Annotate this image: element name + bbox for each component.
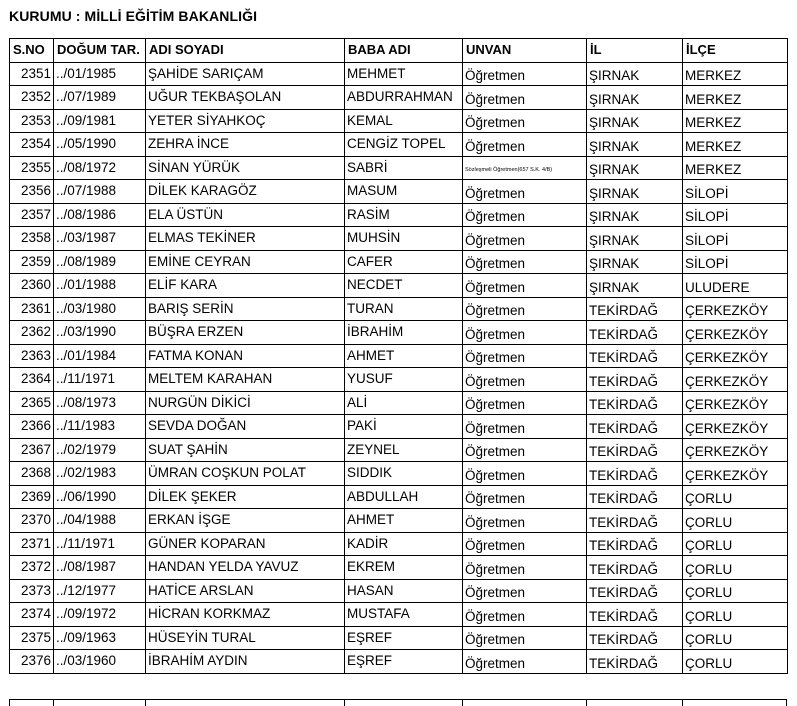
cell-birth-date: ../02/1983	[54, 462, 146, 486]
cell-city: TEKİRDAĞ	[587, 603, 683, 627]
cell-father-name: ABDURRAHMAN	[345, 86, 463, 110]
cell-district: MERKEZ	[683, 109, 788, 133]
document-heading: KURUMU : MİLLİ EĞİTİM BAKANLIĞI	[9, 8, 258, 24]
cell-title: Öğretmen	[463, 391, 587, 415]
cell-full-name: FATMA KONAN	[146, 344, 345, 368]
table-row	[10, 556, 788, 580]
cell-sno: 2356	[10, 180, 54, 204]
cell-district: ÇORLU	[683, 603, 788, 627]
cell-father-name: CENGİZ TOPEL	[345, 133, 463, 157]
table-row	[10, 62, 788, 86]
cell-father-name: MUSTAFA	[345, 603, 463, 627]
cell-birth-date: ../02/1979	[54, 438, 146, 462]
cell-father-name: SABRİ	[345, 156, 463, 180]
cell-title: Öğretmen	[463, 86, 587, 110]
cell-sno: 2367	[10, 438, 54, 462]
cell-city: TEKİRDAĞ	[587, 556, 683, 580]
cell-full-name: GÜNER KOPARAN	[146, 532, 345, 556]
cell-birth-date: ../05/1990	[54, 133, 146, 157]
cell-title: Öğretmen	[463, 368, 587, 392]
cell-father-name: ZEYNEL	[345, 438, 463, 462]
cell-city: TEKİRDAĞ	[587, 485, 683, 509]
cell-birth-date: ../01/1985	[54, 62, 146, 86]
cell-title: Sözleşmeli Öğretmen(657 S.K. 4/B)	[463, 156, 587, 180]
cell-sno: 2374	[10, 603, 54, 627]
cell-district: ÇORLU	[683, 532, 788, 556]
cell-city: TEKİRDAĞ	[587, 626, 683, 650]
cell-birth-date: ../08/1987	[54, 556, 146, 580]
cell-father-name: EŞREF	[345, 626, 463, 650]
table-row	[10, 462, 788, 486]
cell-city: TEKİRDAĞ	[587, 532, 683, 556]
cell-sno: 2351	[10, 62, 54, 86]
cell-full-name: HİCRAN KORKMAZ	[146, 603, 345, 627]
cell-city: ŞIRNAK	[587, 109, 683, 133]
cell-full-name: HÜSEYİN TURAL	[146, 626, 345, 650]
cell-full-name: ELİF KARA	[146, 274, 345, 298]
cell-district: SİLOPİ	[683, 250, 788, 274]
cell-district: MERKEZ	[683, 156, 788, 180]
cell-title: Öğretmen	[463, 509, 587, 533]
cell-full-name: İBRAHİM AYDIN	[146, 650, 345, 674]
cell-sno: 2362	[10, 321, 54, 345]
cell-city: TEKİRDAĞ	[587, 579, 683, 603]
table-row	[10, 86, 788, 110]
cell-father-name: ALİ	[345, 391, 463, 415]
cell-full-name: EMİNE CEYRAN	[146, 250, 345, 274]
table-row	[10, 156, 788, 180]
cell-city: TEKİRDAĞ	[587, 297, 683, 321]
cell-full-name: NURGÜN DİKİCİ	[146, 391, 345, 415]
cell-full-name: BARIŞ SERİN	[146, 297, 345, 321]
cell-district: ÇERKEZKÖY	[683, 462, 788, 486]
table-row	[10, 391, 788, 415]
cell-district: ÇORLU	[683, 509, 788, 533]
cell-birth-date: ../06/1990	[54, 485, 146, 509]
cell-father-name: İBRAHİM	[345, 321, 463, 345]
cell-sno: 2366	[10, 415, 54, 439]
cell-sno: 2368	[10, 462, 54, 486]
cell-district: ÇERKEZKÖY	[683, 344, 788, 368]
column-header-sno: S.NO	[10, 39, 54, 63]
cell-sno: 2354	[10, 133, 54, 157]
cell-title: Öğretmen	[463, 532, 587, 556]
cell-full-name: MELTEM KARAHAN	[146, 368, 345, 392]
table-row	[10, 650, 788, 674]
cell-title: Öğretmen	[463, 62, 587, 86]
cell-father-name: PAKİ	[345, 415, 463, 439]
cell-father-name: ABDULLAH	[345, 485, 463, 509]
cell-city: TEKİRDAĞ	[587, 650, 683, 674]
table-row	[10, 274, 788, 298]
table-row	[10, 579, 788, 603]
cell-title: Öğretmen	[463, 556, 587, 580]
cell-full-name: ELMAS TEKİNER	[146, 227, 345, 251]
table-row	[10, 321, 788, 345]
cell-title: Öğretmen	[463, 579, 587, 603]
table-row	[10, 133, 788, 157]
cell-birth-date: ../07/1988	[54, 180, 146, 204]
cell-father-name: TURAN	[345, 297, 463, 321]
cell-title: Öğretmen	[463, 109, 587, 133]
cell-full-name: HANDAN YELDA YAVUZ	[146, 556, 345, 580]
cell-district: ÇORLU	[683, 650, 788, 674]
cell-full-name: SEVDA DOĞAN	[146, 415, 345, 439]
cell-title: Öğretmen	[463, 626, 587, 650]
column-header-district: İLÇE	[683, 39, 788, 63]
cell-sno: 2361	[10, 297, 54, 321]
cell-city: ŞIRNAK	[587, 86, 683, 110]
column-header-title: UNVAN	[463, 39, 587, 63]
cell-district: MERKEZ	[683, 86, 788, 110]
cell-father-name: RASİM	[345, 203, 463, 227]
cell-full-name: ÜMRAN COŞKUN POLAT	[146, 462, 345, 486]
cell-birth-date: ../08/1989	[54, 250, 146, 274]
cell-birth-date: ../09/1981	[54, 109, 146, 133]
column-header-father-name: BABA ADI	[345, 39, 463, 63]
cell-sno: 2371	[10, 532, 54, 556]
cell-full-name: ERKAN İŞGE	[146, 509, 345, 533]
cell-title: Öğretmen	[463, 250, 587, 274]
cell-district: ÇERKEZKÖY	[683, 368, 788, 392]
cell-birth-date: ../12/1977	[54, 579, 146, 603]
header-row	[10, 39, 788, 63]
table-row	[10, 438, 788, 462]
table-row	[10, 203, 788, 227]
cell-city: TEKİRDAĞ	[587, 462, 683, 486]
cell-district: ÇORLU	[683, 579, 788, 603]
cell-birth-date: ../01/1984	[54, 344, 146, 368]
cell-district: SİLOPİ	[683, 203, 788, 227]
cell-full-name: DİLEK ŞEKER	[146, 485, 345, 509]
cell-full-name: UĞUR TEKBAŞOLAN	[146, 86, 345, 110]
cell-title: Öğretmen	[463, 603, 587, 627]
cell-district: ÇERKEZKÖY	[683, 391, 788, 415]
table-row	[10, 509, 788, 533]
cell-city: ŞIRNAK	[587, 62, 683, 86]
table-row	[10, 603, 788, 627]
cell-title: Öğretmen	[463, 321, 587, 345]
cell-father-name: AHMET	[345, 344, 463, 368]
cell-district: ÇERKEZKÖY	[683, 415, 788, 439]
cell-title: Öğretmen	[463, 180, 587, 204]
cell-district: ÇERKEZKÖY	[683, 438, 788, 462]
cell-title: Öğretmen	[463, 297, 587, 321]
cell-district: SİLOPİ	[683, 180, 788, 204]
table-row	[10, 227, 788, 251]
column-header-city: İL	[587, 39, 683, 63]
cell-father-name: AHMET	[345, 509, 463, 533]
column-header-birth-date: DOĞUM TAR.	[54, 39, 146, 63]
cell-city: TEKİRDAĞ	[587, 368, 683, 392]
cell-city: TEKİRDAĞ	[587, 415, 683, 439]
cell-birth-date: ../09/1972	[54, 603, 146, 627]
cell-city: TEKİRDAĞ	[587, 391, 683, 415]
cell-sno: 2355	[10, 156, 54, 180]
cell-birth-date: ../11/1983	[54, 415, 146, 439]
cell-birth-date: ../07/1989	[54, 86, 146, 110]
cell-title: Öğretmen	[463, 485, 587, 509]
cell-city: ŞIRNAK	[587, 203, 683, 227]
cell-city: ŞIRNAK	[587, 250, 683, 274]
cell-city: ŞIRNAK	[587, 180, 683, 204]
cell-birth-date: ../03/1990	[54, 321, 146, 345]
column-header-full-name: ADI SOYADI	[146, 39, 345, 63]
cell-title: Öğretmen	[463, 203, 587, 227]
cell-birth-date: ../03/1980	[54, 297, 146, 321]
cell-title: Öğretmen	[463, 462, 587, 486]
cell-title: Öğretmen	[463, 415, 587, 439]
cell-birth-date: ../08/1972	[54, 156, 146, 180]
cell-district: MERKEZ	[683, 133, 788, 157]
cell-father-name: YUSUF	[345, 368, 463, 392]
cell-title: Öğretmen	[463, 650, 587, 674]
cell-city: ŞIRNAK	[587, 156, 683, 180]
cell-city: ŞIRNAK	[587, 227, 683, 251]
cell-birth-date: ../09/1963	[54, 626, 146, 650]
cell-birth-date: ../01/1988	[54, 274, 146, 298]
cell-title: Öğretmen	[463, 344, 587, 368]
cell-birth-date: ../03/1960	[54, 650, 146, 674]
cell-district: ÇORLU	[683, 626, 788, 650]
cell-full-name: ŞAHİDE SARIÇAM	[146, 62, 345, 86]
cell-city: TEKİRDAĞ	[587, 321, 683, 345]
cell-father-name: CAFER	[345, 250, 463, 274]
table-row	[10, 109, 788, 133]
cell-full-name: DİLEK KARAGÖZ	[146, 180, 345, 204]
table-row	[10, 626, 788, 650]
personnel-table	[9, 38, 788, 674]
cell-sno: 2365	[10, 391, 54, 415]
table-row	[10, 368, 788, 392]
cell-city: ŞIRNAK	[587, 133, 683, 157]
cell-sno: 2352	[10, 86, 54, 110]
cell-father-name: KEMAL	[345, 109, 463, 133]
cell-birth-date: ../11/1971	[54, 532, 146, 556]
table-row	[10, 297, 788, 321]
cell-father-name: KADİR	[345, 532, 463, 556]
cell-city: ŞIRNAK	[587, 274, 683, 298]
cell-district: ÇORLU	[683, 556, 788, 580]
table-row	[10, 532, 788, 556]
cell-full-name: SUAT ŞAHİN	[146, 438, 345, 462]
cell-sno: 2363	[10, 344, 54, 368]
cell-district: ÇERKEZKÖY	[683, 297, 788, 321]
cell-sno: 2372	[10, 556, 54, 580]
cell-birth-date: ../08/1986	[54, 203, 146, 227]
cell-birth-date: ../11/1971	[54, 368, 146, 392]
cell-birth-date: ../03/1987	[54, 227, 146, 251]
cell-sno: 2358	[10, 227, 54, 251]
cell-sno: 2375	[10, 626, 54, 650]
cell-sno: 2364	[10, 368, 54, 392]
cell-sno: 2369	[10, 485, 54, 509]
cell-father-name: NECDET	[345, 274, 463, 298]
cell-birth-date: ../04/1988	[54, 509, 146, 533]
cell-sno: 2376	[10, 650, 54, 674]
cell-full-name: SİNAN YÜRÜK	[146, 156, 345, 180]
cell-district: ÇERKEZKÖY	[683, 321, 788, 345]
cell-full-name: ZEHRA İNCE	[146, 133, 345, 157]
cell-full-name: YETER SİYAHKOÇ	[146, 109, 345, 133]
cell-father-name: EŞREF	[345, 650, 463, 674]
table-row	[10, 180, 788, 204]
cell-sno: 2360	[10, 274, 54, 298]
cell-sno: 2370	[10, 509, 54, 533]
cell-full-name: HATİCE ARSLAN	[146, 579, 345, 603]
cell-sno: 2373	[10, 579, 54, 603]
cell-full-name: ELA ÜSTÜN	[146, 203, 345, 227]
cell-title: Öğretmen	[463, 438, 587, 462]
cell-father-name: MUHSİN	[345, 227, 463, 251]
cell-title: Öğretmen	[463, 227, 587, 251]
cell-title: Öğretmen	[463, 274, 587, 298]
cell-birth-date: ../08/1973	[54, 391, 146, 415]
cell-father-name: SIDDIK	[345, 462, 463, 486]
cell-father-name: MASUM	[345, 180, 463, 204]
cell-district: ULUDERE	[683, 274, 788, 298]
table-row	[10, 250, 788, 274]
cell-city: TEKİRDAĞ	[587, 344, 683, 368]
cell-sno: 2359	[10, 250, 54, 274]
cell-sno: 2357	[10, 203, 54, 227]
cell-title: Öğretmen	[463, 133, 587, 157]
table-row	[10, 485, 788, 509]
cell-district: MERKEZ	[683, 62, 788, 86]
cell-district: SİLOPİ	[683, 227, 788, 251]
cell-full-name: BÜŞRA ERZEN	[146, 321, 345, 345]
cell-city: TEKİRDAĞ	[587, 509, 683, 533]
cell-district: ÇORLU	[683, 485, 788, 509]
cell-sno: 2353	[10, 109, 54, 133]
table-row	[10, 344, 788, 368]
table-row	[10, 415, 788, 439]
cell-father-name: MEHMET	[345, 62, 463, 86]
table-body	[10, 62, 788, 673]
cell-father-name: HASAN	[345, 579, 463, 603]
cell-city: TEKİRDAĞ	[587, 438, 683, 462]
cell-father-name: EKREM	[345, 556, 463, 580]
